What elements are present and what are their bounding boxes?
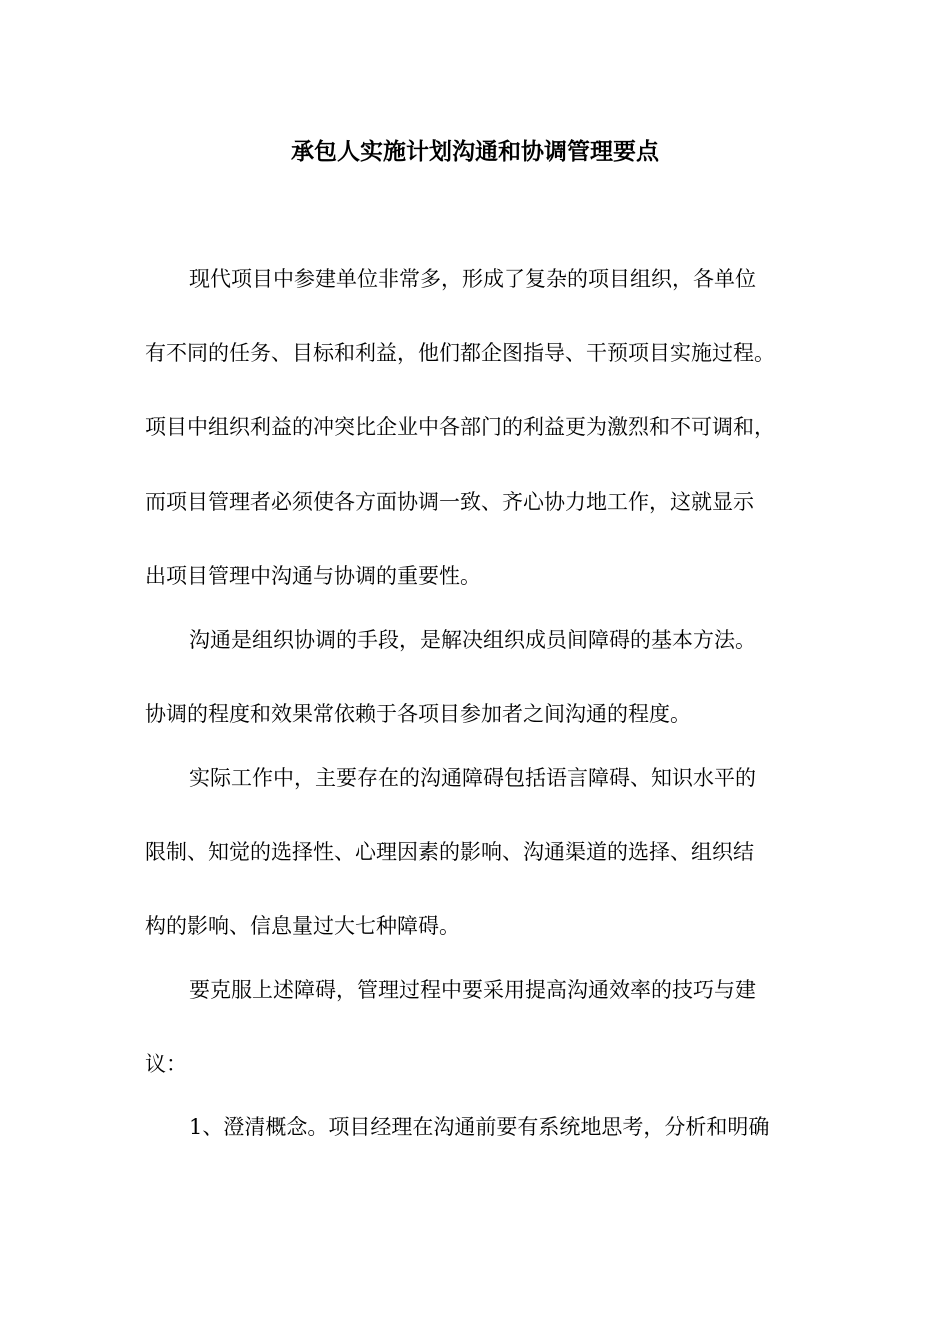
paragraph-4-line-1: 要克服上述障碍，管理过程中要采用提高沟通效率的技巧与建 bbox=[189, 978, 756, 1002]
paragraph-1-line-3: 项目中组织利益的冲突比企业中各部门的利益更为激烈和不可调和， bbox=[145, 415, 775, 439]
paragraph-4-line-2: 议： bbox=[145, 1052, 187, 1076]
paragraph-3-line-2: 限制、知觉的选择性、心理因素的影响、沟通渠道的选择、组织结 bbox=[145, 840, 754, 864]
document-title: 承包人实施计划沟通和协调管理要点 bbox=[291, 138, 659, 165]
paragraph-2-line-2: 协调的程度和效果常依赖于各项目参加者之间沟通的程度。 bbox=[145, 702, 691, 726]
paragraph-1-line-2: 有不同的任务、目标和利益，他们都企图指导、干预项目实施过程。 bbox=[145, 341, 775, 365]
paragraph-1-line-1: 现代项目中参建单位非常多，形成了复杂的项目组织，各单位 bbox=[189, 267, 756, 291]
paragraph-1-line-4: 而项目管理者必须使各方面协调一致、齐心协力地工作，这就显示 bbox=[145, 490, 754, 514]
paragraph-1-line-5: 出项目管理中沟通与协调的重要性。 bbox=[145, 564, 481, 588]
paragraph-2-line-1: 沟通是组织协调的手段，是解决组织成员间障碍的基本方法。 bbox=[189, 628, 756, 652]
paragraph-5-line-1: 1、澄清概念。项目经理在沟通前要有系统地思考，分析和明确 bbox=[189, 1115, 770, 1139]
paragraph-3-line-1: 实际工作中，主要存在的沟通障碍包括语言障碍、知识水平的 bbox=[189, 766, 756, 790]
paragraph-3-line-3: 构的影响、信息量过大七种障碍。 bbox=[145, 914, 460, 938]
